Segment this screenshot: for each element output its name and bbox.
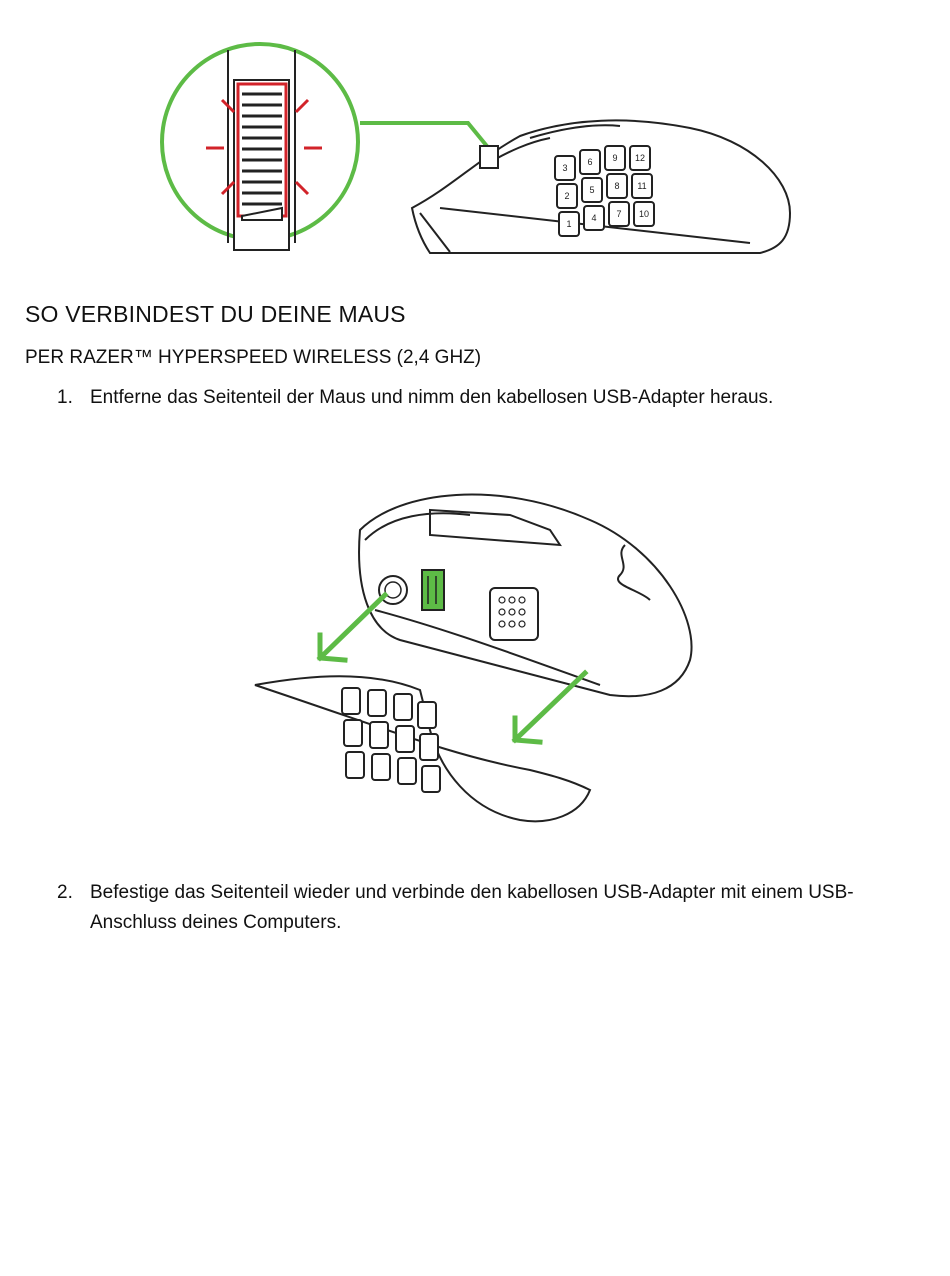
side-button-grid bbox=[342, 688, 440, 792]
side-button-label: 8 bbox=[614, 181, 620, 191]
step-number: 1. bbox=[57, 387, 73, 408]
arrow-icon bbox=[320, 595, 385, 660]
side-button-label: 12 bbox=[634, 153, 646, 163]
step-text bbox=[90, 878, 854, 938]
section-subtitle: PER RAZER™ HYPERSPEED WIRELESS (2,4 GHZ) bbox=[25, 347, 482, 368]
side-button-label: 3 bbox=[562, 163, 568, 173]
arrow-icon bbox=[515, 673, 585, 742]
side-button-label: 10 bbox=[638, 209, 650, 219]
scroll-wheel-zoom bbox=[162, 44, 358, 250]
step-number: 2. bbox=[57, 882, 73, 903]
side-button-label: 6 bbox=[587, 157, 593, 167]
side-button-label: 11 bbox=[637, 181, 647, 191]
remove-side-plate-illustration bbox=[250, 470, 710, 830]
step-text-line-2: Anschluss deines Computers. bbox=[90, 912, 342, 933]
side-button-grid bbox=[555, 146, 654, 236]
mouse-side-view-illustration bbox=[150, 38, 810, 263]
step-text: Entferne das Seitenteil der Maus und nimm den kabellosen USB-Adapter heraus. bbox=[90, 387, 774, 408]
step-text-line-1: Befestige das Seitenteil wieder und verbinde den kabellosen USB-Adapter mit einem USB- bbox=[90, 882, 854, 903]
side-button-label: 5 bbox=[589, 185, 595, 195]
usb-dongle-icon bbox=[422, 570, 444, 610]
side-button-label: 9 bbox=[612, 153, 618, 163]
side-button-label: 4 bbox=[591, 213, 597, 223]
side-button-label: 1 bbox=[566, 219, 572, 229]
callout-connector bbox=[360, 123, 495, 156]
side-button-label: 2 bbox=[564, 191, 570, 201]
side-button-label: 7 bbox=[616, 209, 622, 219]
razer-snake-logo-icon bbox=[618, 545, 650, 600]
section-title: SO VERBINDEST DU DEINE MAUS bbox=[25, 301, 406, 327]
